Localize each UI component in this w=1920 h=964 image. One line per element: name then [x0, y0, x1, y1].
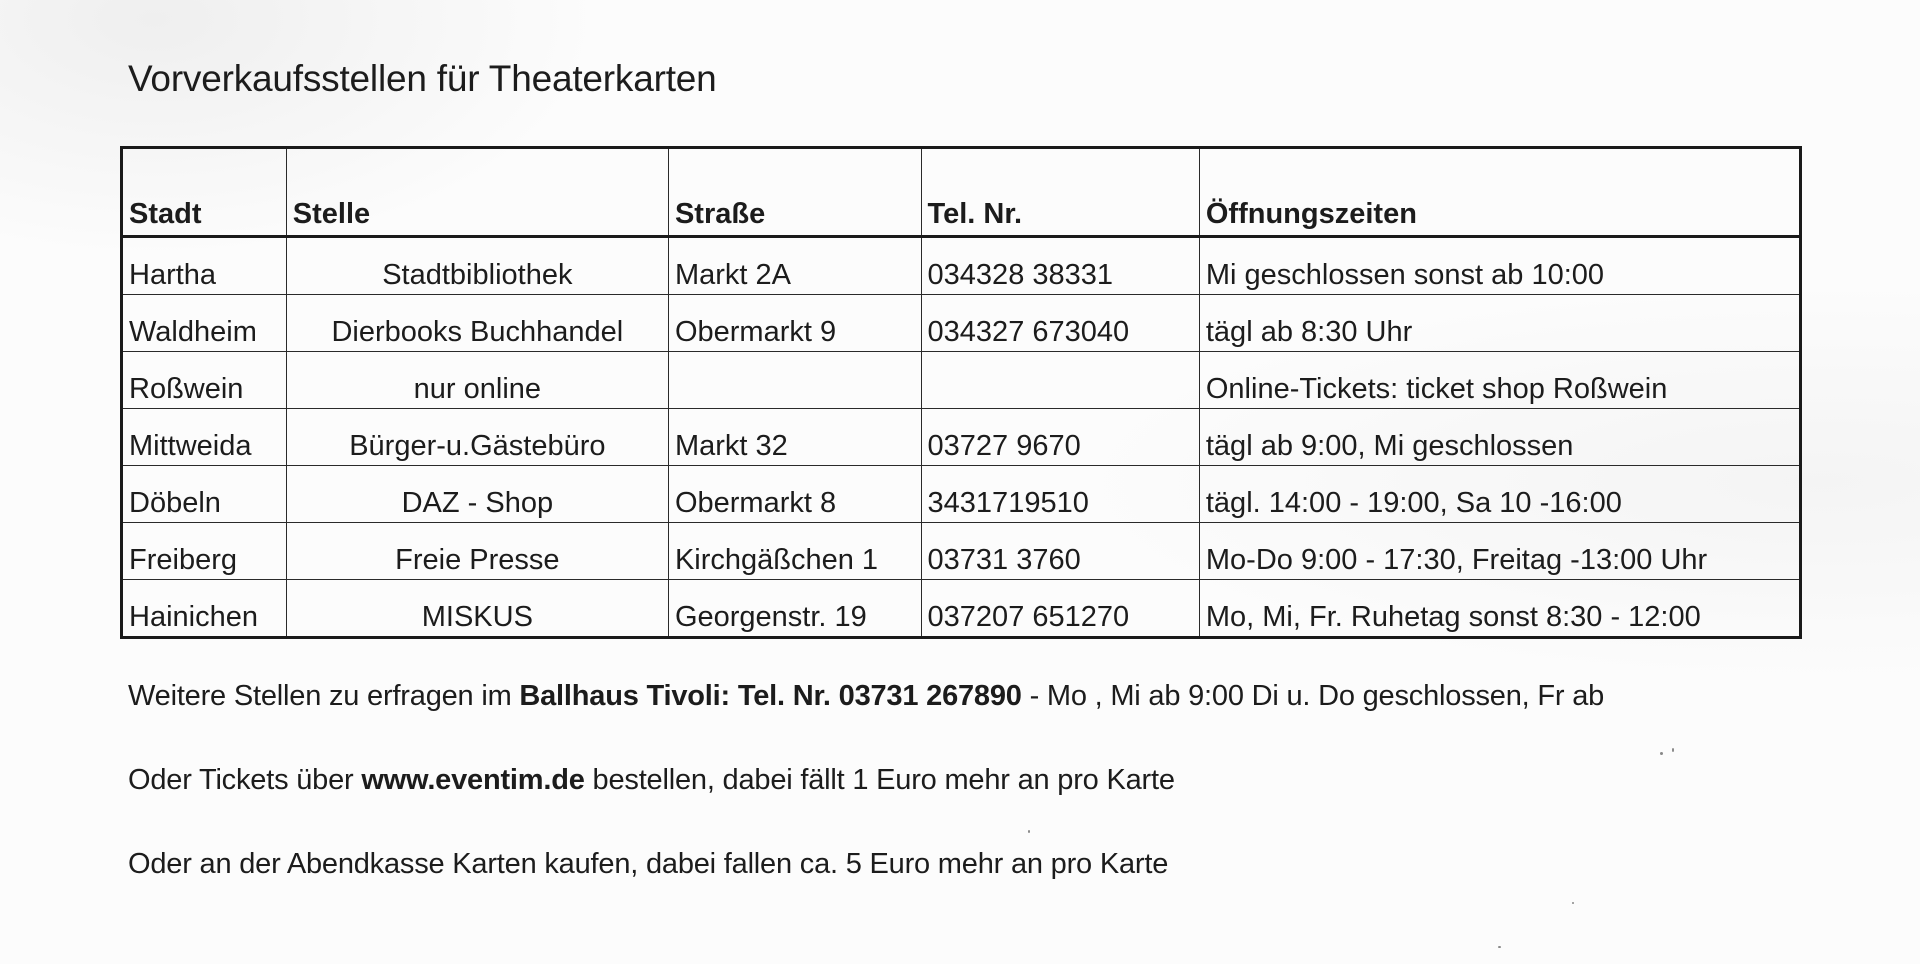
cell-stadt: Hainichen	[122, 580, 287, 638]
note-further-outlets-prefix: Weitere Stellen zu erfragen im	[128, 680, 520, 712]
note-eventim-prefix: Oder Tickets über	[128, 764, 362, 796]
cell-oeffnungszeiten: Online-Tickets: ticket shop Roßwein	[1199, 352, 1800, 409]
scan-speck	[1672, 748, 1674, 752]
cell-tel	[921, 352, 1199, 409]
note-box-office: Oder an der Abendkasse Karten kaufen, dabei fallen ca. 5 Euro mehr an pro Karte	[128, 848, 1169, 880]
cell-stadt: Roßwein	[122, 352, 287, 409]
cell-strasse: Markt 32	[668, 409, 921, 466]
cell-stadt: Döbeln	[122, 466, 287, 523]
column-header-stadt: Stadt	[122, 148, 287, 237]
cell-stelle: Stadtbibliothek	[286, 237, 668, 295]
cell-oeffnungszeiten: Mi geschlossen sonst ab 10:00	[1199, 237, 1800, 295]
note-further-outlets	[128, 680, 1604, 713]
cell-oeffnungszeiten: tägl. 14:00 - 19:00, Sa 10 -16:00	[1199, 466, 1800, 523]
cell-stelle: Freie Presse	[286, 523, 668, 580]
cell-tel: 3431719510	[921, 466, 1199, 523]
cell-tel: 034328 38331	[921, 237, 1199, 295]
note-eventim	[128, 764, 1175, 797]
cell-strasse: Georgenstr. 19	[668, 580, 921, 638]
cell-tel: 03731 3760	[921, 523, 1199, 580]
column-header-oeffnungszeiten: Öffnungszeiten	[1199, 148, 1800, 237]
table-row	[122, 237, 1801, 295]
cell-stelle: DAZ - Shop	[286, 466, 668, 523]
scan-speck	[1028, 830, 1030, 833]
table-row	[122, 409, 1801, 466]
table-row	[122, 352, 1801, 409]
table-row	[122, 295, 1801, 352]
cell-strasse	[668, 352, 921, 409]
note-ballhaus-contact: Ballhaus Tivoli: Tel. Nr. 03731 267890	[519, 680, 1022, 712]
cell-strasse: Obermarkt 8	[668, 466, 921, 523]
table-row	[122, 466, 1801, 523]
cell-oeffnungszeiten: Mo, Mi, Fr. Ruhetag sonst 8:30 - 12:00	[1199, 580, 1800, 638]
cell-oeffnungszeiten: tägl ab 8:30 Uhr	[1199, 295, 1800, 352]
cell-stadt: Mittweida	[122, 409, 287, 466]
column-header-tel: Tel. Nr.	[921, 148, 1199, 237]
cell-stadt: Hartha	[122, 237, 287, 295]
table-row	[122, 580, 1801, 638]
note-further-outlets-suffix: - Mo , Mi ab 9:00 Di u. Do geschlossen, Fr ab	[1021, 680, 1605, 712]
note-eventim-url: www.eventim.de	[361, 764, 585, 796]
cell-stadt: Waldheim	[122, 295, 287, 352]
cell-stelle: Bürger-u.Gästebüro	[286, 409, 668, 466]
scan-speck	[1660, 752, 1663, 755]
cell-tel: 037207 651270	[921, 580, 1199, 638]
table-header-row	[122, 148, 1801, 237]
column-header-stelle: Stelle	[286, 148, 668, 237]
note-eventim-suffix: bestellen, dabei fällt 1 Euro mehr an pro Karte	[584, 764, 1175, 796]
cell-stelle: Dierbooks Buchhandel	[286, 295, 668, 352]
cell-tel: 034327 673040	[921, 295, 1199, 352]
ticket-outlets-table	[120, 146, 1802, 639]
cell-strasse: Markt 2A	[668, 237, 921, 295]
cell-oeffnungszeiten: tägl ab 9:00, Mi geschlossen	[1199, 409, 1800, 466]
scan-speck	[1498, 946, 1501, 948]
cell-tel: 03727 9670	[921, 409, 1199, 466]
table-row	[122, 523, 1801, 580]
column-header-strasse: Straße	[668, 148, 921, 237]
cell-strasse: Obermarkt 9	[668, 295, 921, 352]
cell-oeffnungszeiten: Mo-Do 9:00 - 17:30, Freitag -13:00 Uhr	[1199, 523, 1800, 580]
scan-speck	[1572, 902, 1574, 904]
cell-stelle: MISKUS	[286, 580, 668, 638]
page-title: Vorverkaufsstellen für Theaterkarten	[128, 58, 717, 99]
cell-stelle: nur online	[286, 352, 668, 409]
cell-strasse: Kirchgäßchen 1	[668, 523, 921, 580]
cell-stadt: Freiberg	[122, 523, 287, 580]
